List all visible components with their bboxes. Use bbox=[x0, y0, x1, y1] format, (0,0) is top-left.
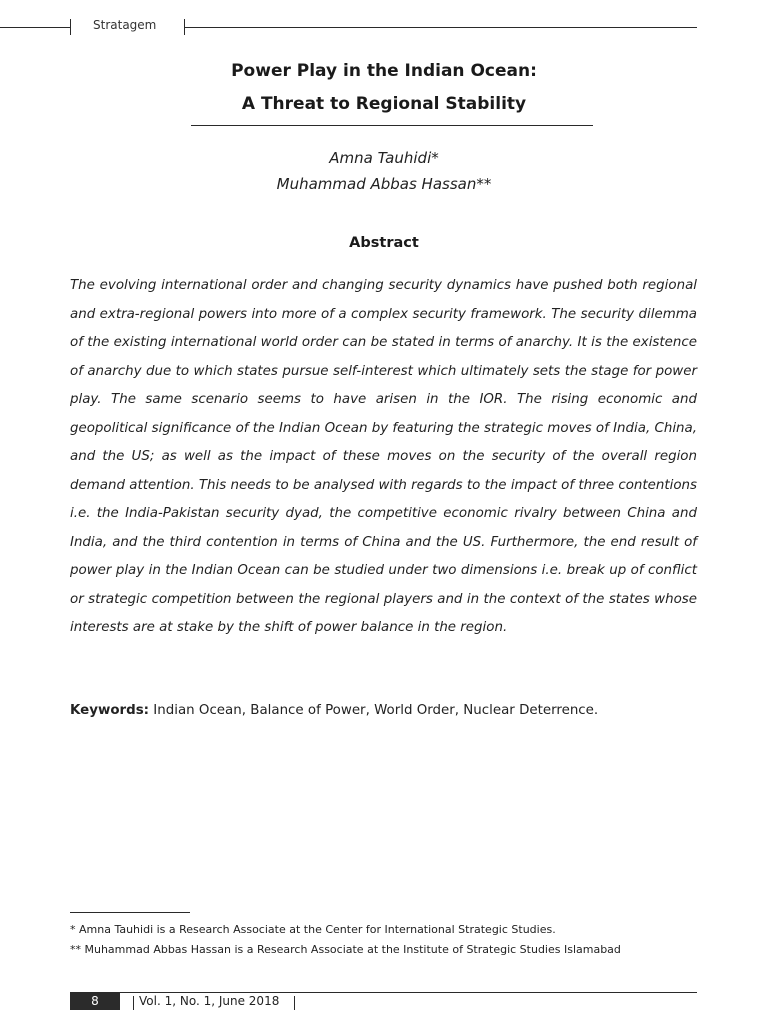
header-divider-left bbox=[70, 19, 71, 35]
footnote-separator bbox=[70, 912, 190, 913]
running-header-title: Stratagem bbox=[93, 18, 157, 32]
page-number: 8 bbox=[70, 993, 120, 1010]
footnote-1: * Amna Tauhidi is a Research Associate at the Center for International Strategic Studies. bbox=[70, 923, 556, 936]
keywords-label: Keywords: bbox=[70, 703, 150, 718]
footer-divider-right bbox=[294, 996, 295, 1010]
header-rule-right bbox=[184, 27, 697, 28]
abstract-heading: Abstract bbox=[349, 235, 419, 251]
footer-divider-left bbox=[133, 996, 134, 1010]
author-2: Muhammad Abbas Hassan** bbox=[276, 175, 492, 193]
title-underline bbox=[191, 125, 593, 126]
abstract-text: The evolving international order and changing security dynamics have pushed both regional and extra-regional powers into more of a complex security framework. The security dilemma of the existing international world order can be stated in terms of anarchy. It is the existence of anarchy due to which states pursue self-interest which ultimately sets the stage for power play. The same scenario seems to have arisen in the IOR. The rising economic and geopolitical significance of the Indian Ocean by featuring the strategic moves of India, China, and the US; as well as the impact of these moves on the security of the overall region demand attention. This needs to be analysed with regards to the impact of three contentions i.e. the India-Pakistan security dyad, the competitive economic rivalry between China and India, and the third contention in terms of China and the US. Furthermore, the end result of power play in the Indian Ocean can be studied under two dimensions i.e. break up of conflict or strategic competition between the regional players and in the context of the states whose interests are at stake by the shift of power balance in the region. bbox=[70, 278, 697, 635]
article-title-line-2: A Threat to Regional Stability bbox=[241, 94, 527, 114]
issue-info: Vol. 1, No. 1, June 2018 bbox=[139, 994, 280, 1008]
footnote-2: ** Muhammad Abbas Hassan is a Research Associate at the Institute of Strategic Studies Islamabad bbox=[70, 943, 621, 956]
author-1: Amna Tauhidi* bbox=[329, 149, 439, 167]
keywords-text: Indian Ocean, Balance of Power, World Order, Nuclear Deterrence. bbox=[149, 703, 599, 718]
article-title-line-1: Power Play in the Indian Ocean: bbox=[231, 61, 537, 81]
keywords bbox=[70, 703, 697, 718]
footer-rule bbox=[70, 992, 697, 993]
header-rule-left bbox=[0, 27, 70, 28]
